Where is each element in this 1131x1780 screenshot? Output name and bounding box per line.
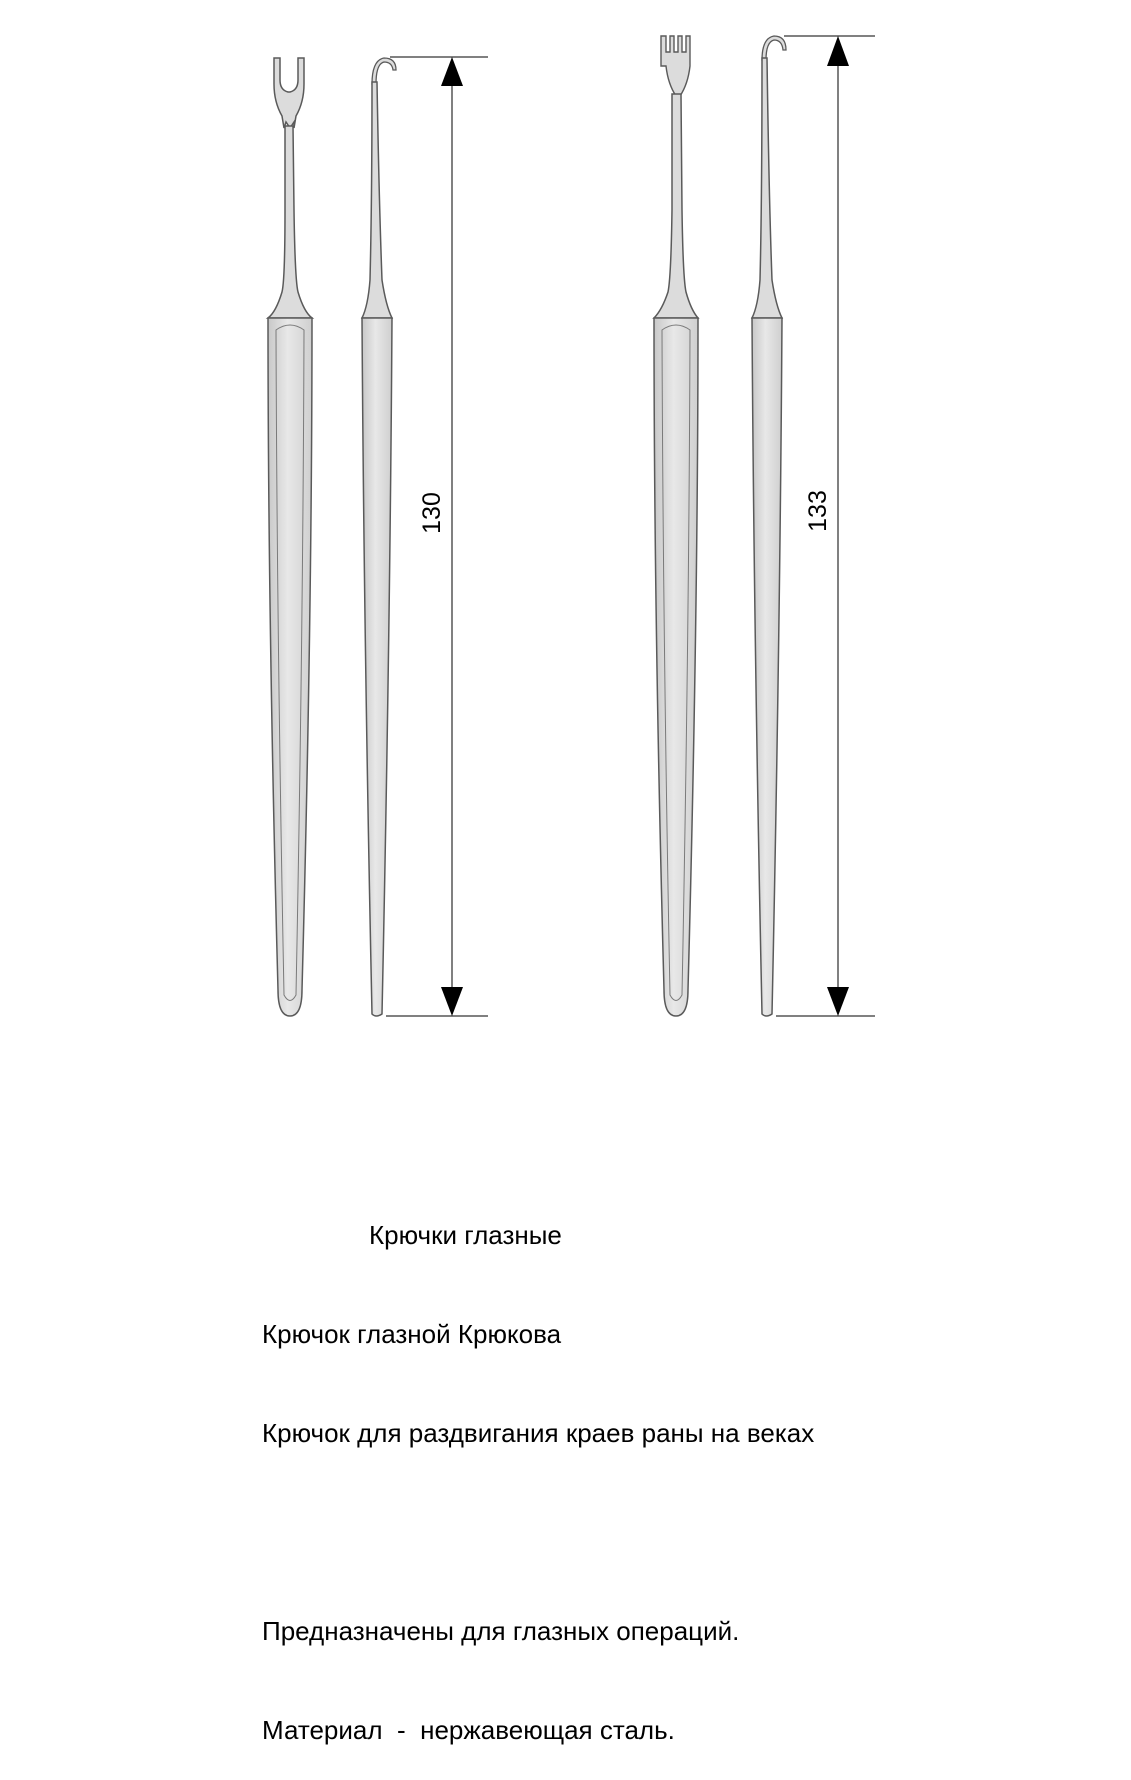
caption-line-material: Материал - нержавеющая сталь. xyxy=(262,1715,675,1745)
dimension-130 xyxy=(386,57,488,1016)
krukov-hook-front-view xyxy=(268,58,312,1016)
eyelid-side-shaft xyxy=(752,58,782,318)
eyelid-side-hook-tip xyxy=(762,36,786,60)
caption-spacer xyxy=(262,1516,814,1549)
eyelid-hook-side-view xyxy=(752,36,786,1016)
eyelid-fork-head xyxy=(661,36,690,96)
caption-line-purpose: Предназначены для глазных операций. xyxy=(262,1616,740,1646)
eyelid-handle xyxy=(654,318,698,1016)
krukov-shaft xyxy=(268,126,312,318)
krukov-hook-side-view xyxy=(362,58,396,1016)
krukov-side-handle xyxy=(362,318,392,1016)
krukov-fork-head xyxy=(274,58,304,128)
eyelid-side-handle xyxy=(752,318,782,1016)
dimension-133 xyxy=(776,36,875,1016)
krukov-handle xyxy=(268,318,312,1016)
krukov-side-shaft xyxy=(362,82,392,318)
caption-line-eyelid-hook: Крючок для раздвигания краев раны на веках xyxy=(262,1418,815,1448)
eyelid-hook-front-view xyxy=(654,36,698,1016)
krukov-side-hook-tip xyxy=(372,58,396,84)
caption-title: Крючки глазные xyxy=(369,1220,562,1250)
caption-block xyxy=(262,1153,814,1780)
caption-line-krukov: Крючок глазной Крюкова xyxy=(262,1319,562,1349)
eyelid-shaft xyxy=(654,94,698,318)
dimension-label-133: 133 xyxy=(804,490,832,532)
dimension-label-130: 130 xyxy=(418,492,446,534)
